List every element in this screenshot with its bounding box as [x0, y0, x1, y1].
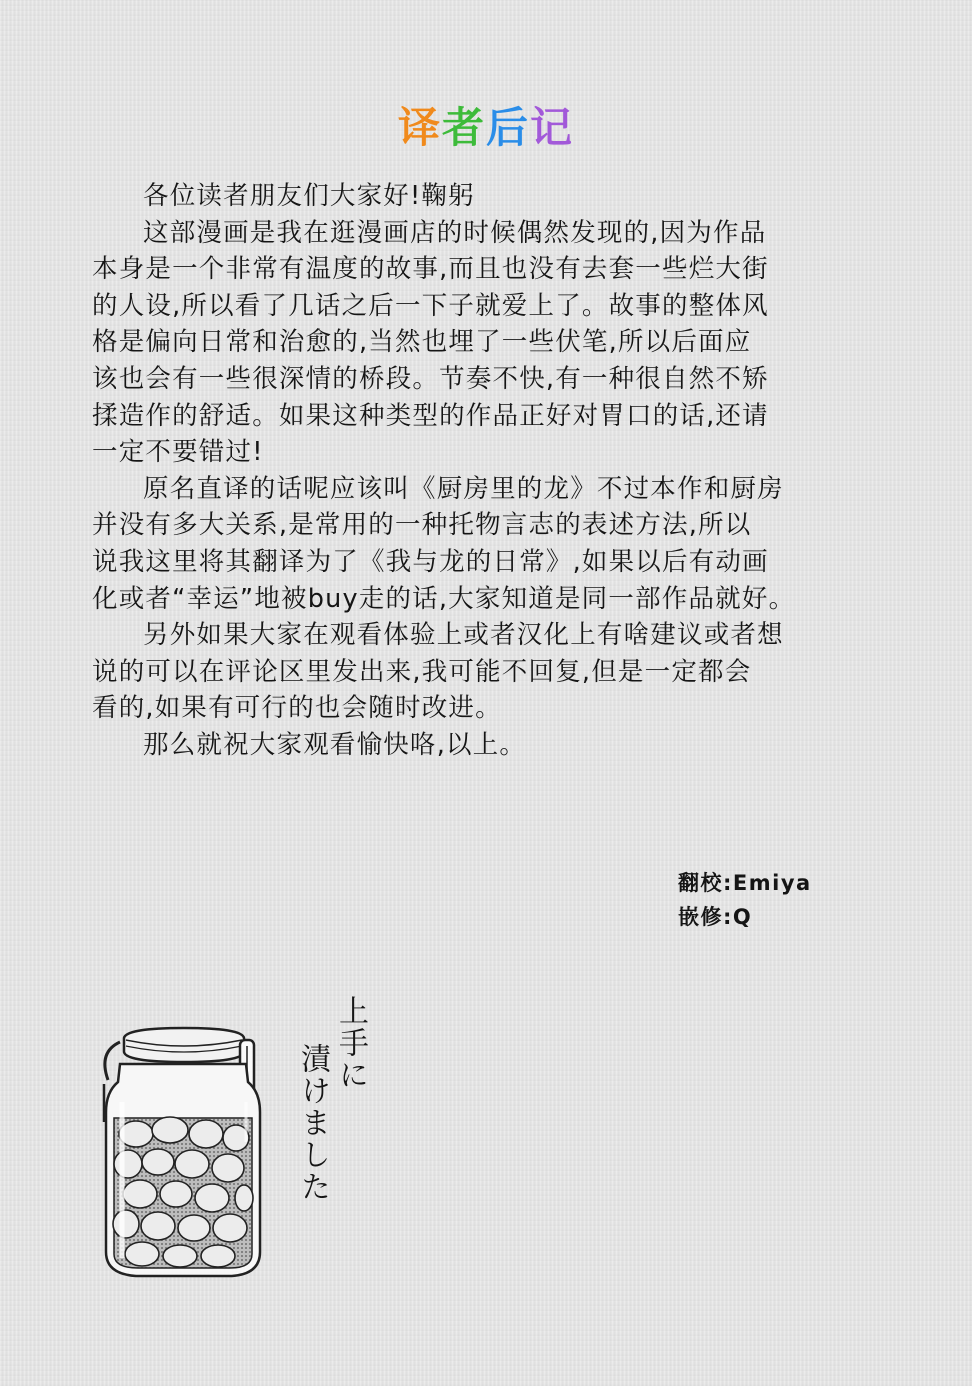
- body-line: 该也会有一些很深情的桥段。节奏不快,有一种很自然不矫: [92, 363, 769, 394]
- body-line: 化或者“幸运”地被buy走的话,大家知道是同一部作品就好。: [92, 583, 796, 614]
- body-line: 看的,如果有可行的也会随时改进。: [92, 693, 502, 724]
- body-line: 那么就祝大家观看愉快咯,以上。: [143, 729, 527, 760]
- title-char: 后: [486, 103, 531, 152]
- body-line: 本身是一个非常有温度的故事,而且也没有去套一些烂大街: [92, 254, 769, 285]
- handwritten-note: [290, 995, 370, 1205]
- title-char: 译: [397, 103, 442, 152]
- credits-block: [678, 866, 812, 934]
- note-column-1: 上手に: [333, 995, 368, 1091]
- title-char: 记: [530, 103, 575, 152]
- body-line: 这部漫画是我在逛漫画店的时候偶然发现的,因为作品: [143, 217, 767, 248]
- title-char: 者: [441, 103, 486, 152]
- note-column-2: 漬けました: [295, 1043, 330, 1203]
- body-line: 格是偏向日常和治愈的,当然也埋了一些伏笔,所以后面应: [92, 327, 752, 358]
- page-title: [0, 95, 972, 155]
- body-line: 揉造作的舒适。如果这种类型的作品正好对胃口的话,还请: [92, 400, 769, 431]
- body-line: 一定不要错过!: [92, 437, 264, 468]
- body-line: 说的可以在评论区里发出来,我可能不回复,但是一定都会: [92, 656, 752, 687]
- translator-credit: 翻校:Emiya: [678, 871, 812, 895]
- pickle-jar-icon: [96, 1022, 271, 1280]
- body-line: 各位读者朋友们大家好!鞠躬: [143, 181, 475, 211]
- body-line: 并没有多大关系,是常用的一种托物言志的表述方法,所以: [92, 510, 752, 541]
- body-line: 原名直译的话呢应该叫《厨房里的龙》不过本作和厨房: [143, 473, 784, 504]
- body-line: 的人设,所以看了几话之后一下子就爱上了。故事的整体风: [92, 290, 769, 321]
- afterword-body: [92, 178, 882, 764]
- body-line: 说我这里将其翻译为了《我与龙的日常》,如果以后有动画: [92, 546, 769, 577]
- typesetter-credit: 嵌修:Q: [678, 905, 753, 929]
- body-line: 另外如果大家在观看体验上或者汉化上有啥建议或者想: [143, 620, 784, 651]
